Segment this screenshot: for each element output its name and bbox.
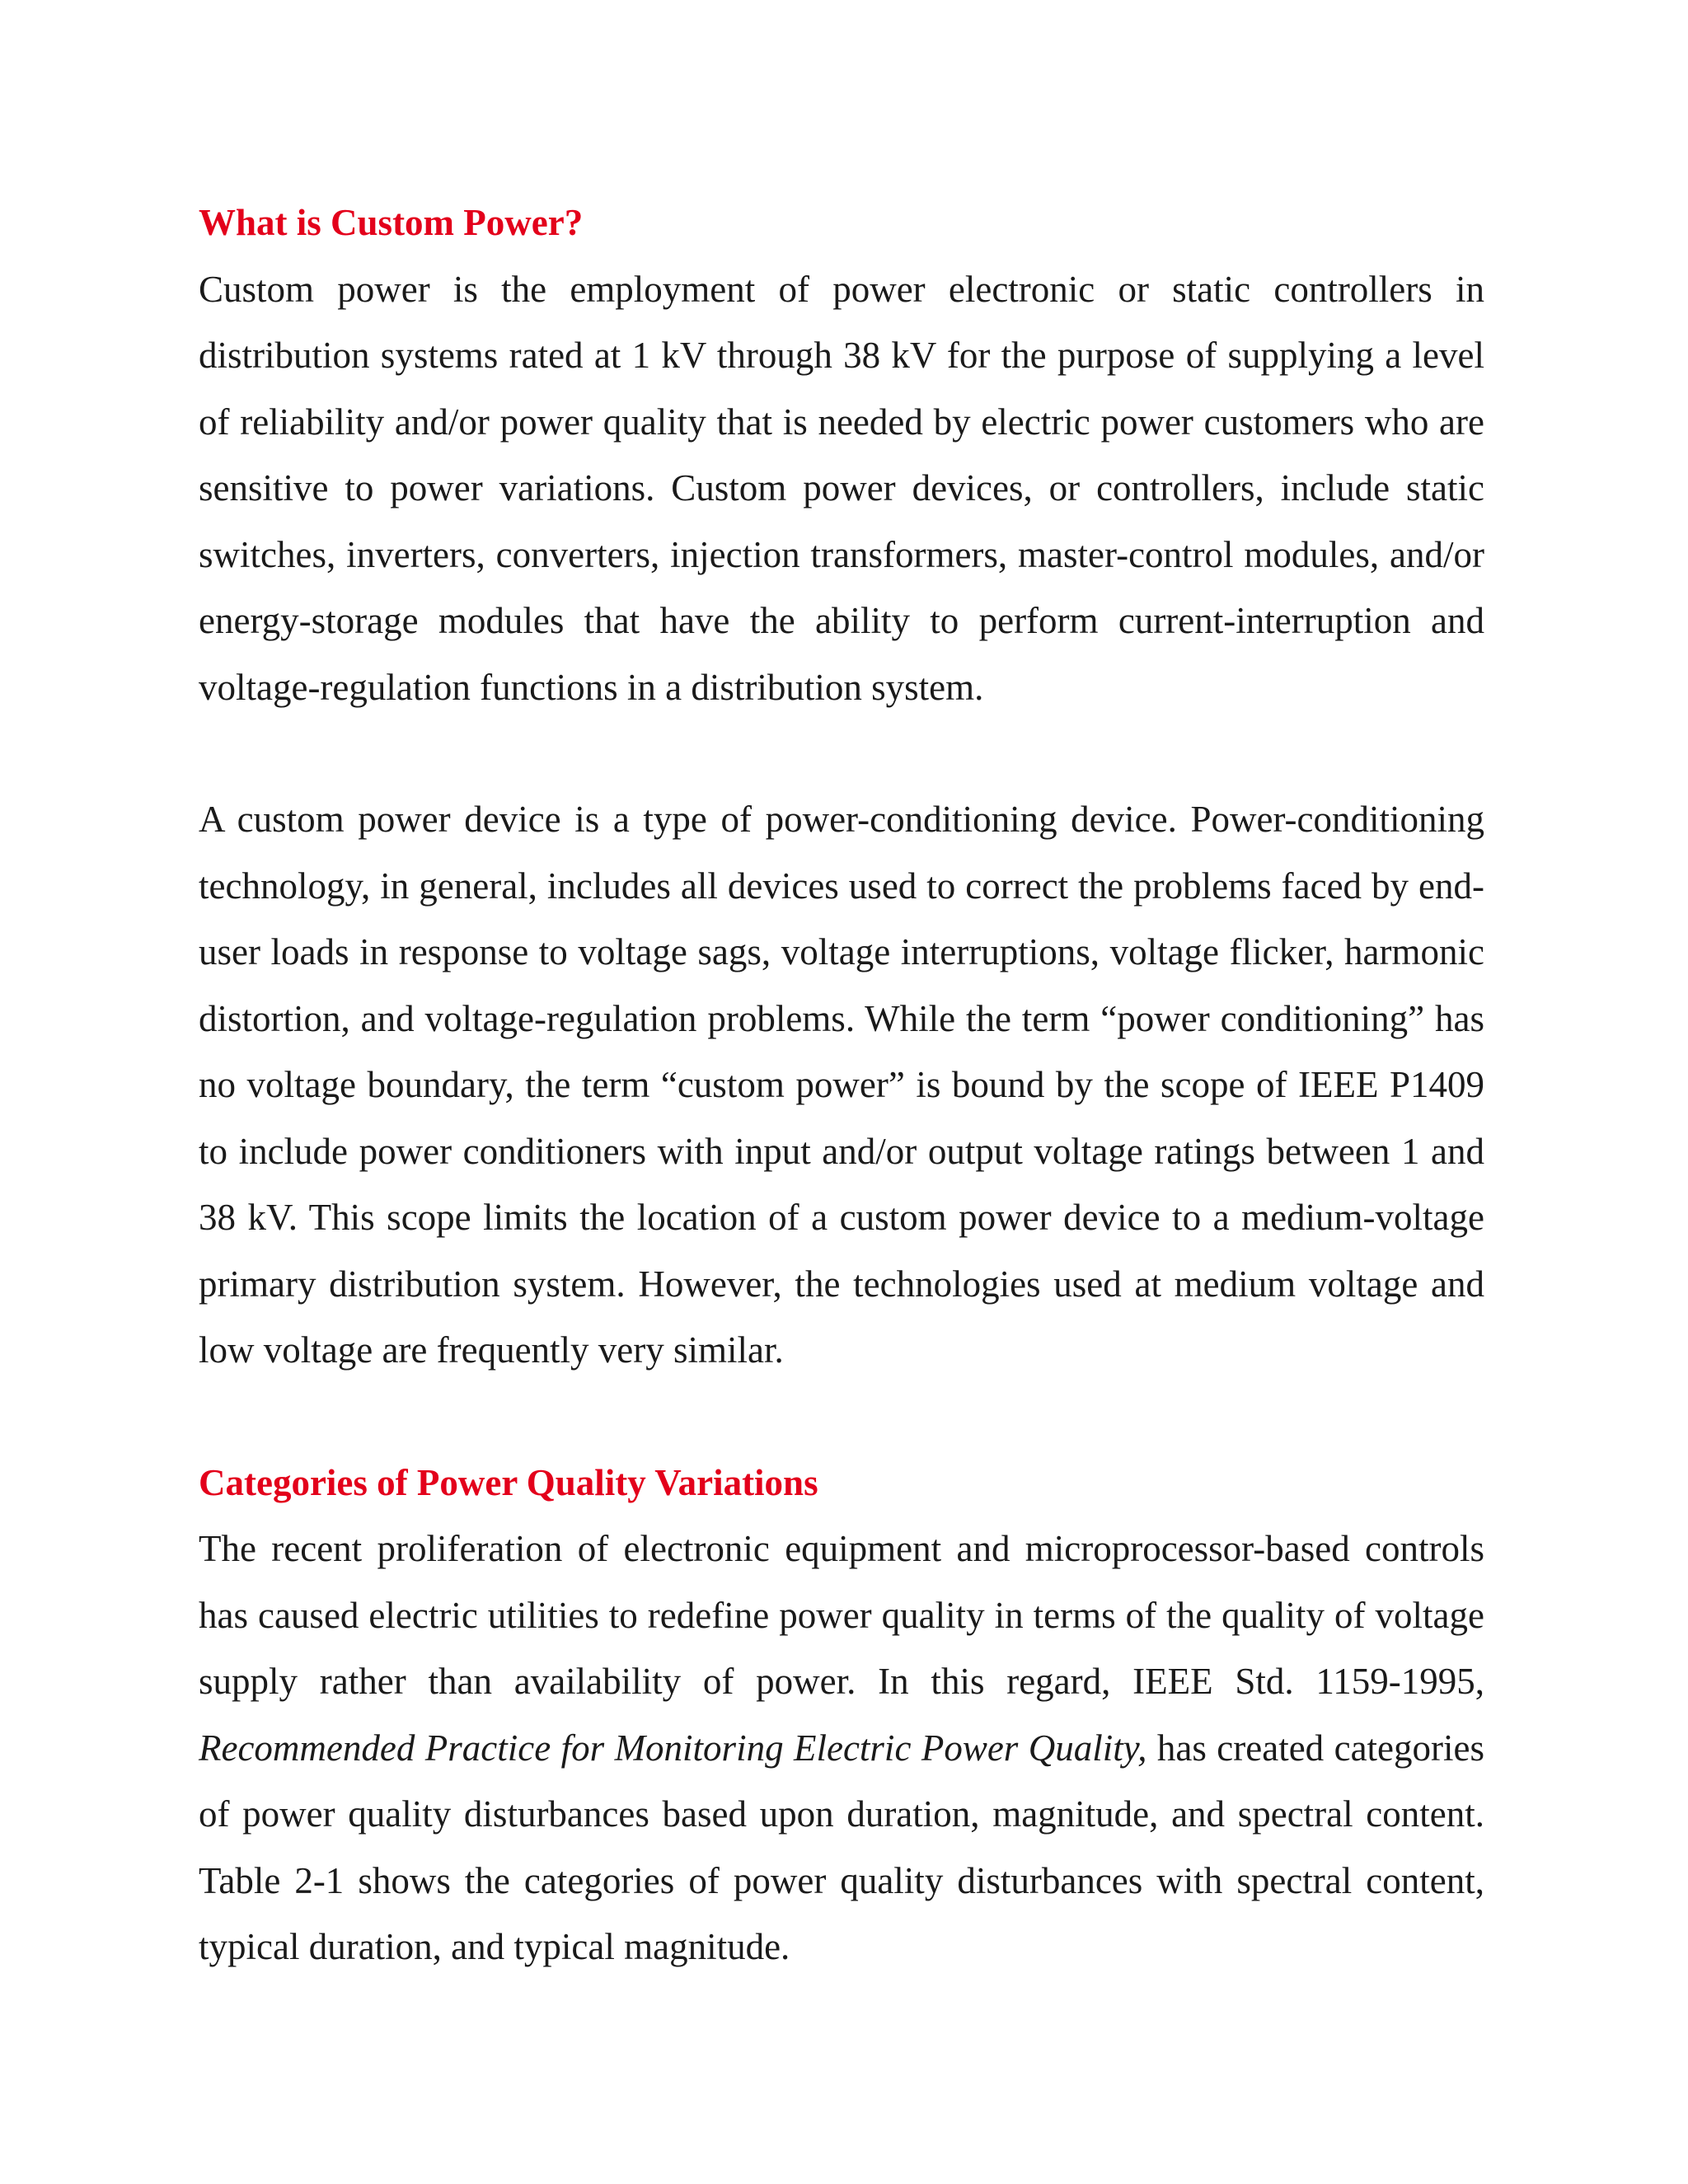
section-heading-pq-categories: Categories of Power Quality Variations — [199, 1461, 818, 1503]
paragraph-text-part2: has created categories of power quality disturbances based upon duration, magnitude, and spectral content. Table 2-1 shows the categories of power quality disturbances with spectral content, typical duration, and typical magnitude. — [199, 1727, 1484, 1967]
paragraph-spacer — [199, 720, 1484, 786]
paragraph-pq-categories — [199, 1516, 1484, 1980]
document-page — [199, 190, 1484, 1980]
paragraph-custom-power-definition: Custom power is the employment of power electronic or static controllers in distribution systems rated at 1 kV through 38 kV for the purpose of supplying a level of reliability and/or power quality that is needed by electric power customers who are sensitive to power variations. Custom power devices, or controllers, include static switches, inverters, converters, injection transformers, master-control modules, and/or energy-storage modules that have the ability to perform current-interruption and voltage-regulation functions in a distribution system. — [199, 268, 1484, 708]
paragraph-text-part1: The recent proliferation of electronic equipment and microprocessor-based controls has caused electric utilities to redefine power quality in terms of the quality of voltage supply rather than availability of power. In this regard, IEEE Std. 1159-1995, — [199, 1528, 1484, 1702]
paragraph-power-conditioning: A custom power device is a type of power-conditioning device. Power-conditioning technology, in general, includes all devices used to correct the problems faced by end-user loads in response to voltage sags, voltage interruptions, voltage flicker, harmonic distortion, and voltage-regulation problems. While the term “power conditioning” has no voltage boundary, the term “custom power” is bound by the scope of IEEE P1409 to include power conditioners with input and/or output voltage ratings between 1 and 38 kV. This scope limits the location of a custom power device to a medium-voltage primary distribution system. However, the technologies used at medium voltage and low voltage are frequently very similar. — [199, 799, 1484, 1371]
standard-title-italic: Recommended Practice for Monitoring Electric Power Quality, — [199, 1727, 1147, 1769]
section-spacer — [199, 1384, 1484, 1450]
section-heading-custom-power: What is Custom Power? — [199, 202, 584, 243]
